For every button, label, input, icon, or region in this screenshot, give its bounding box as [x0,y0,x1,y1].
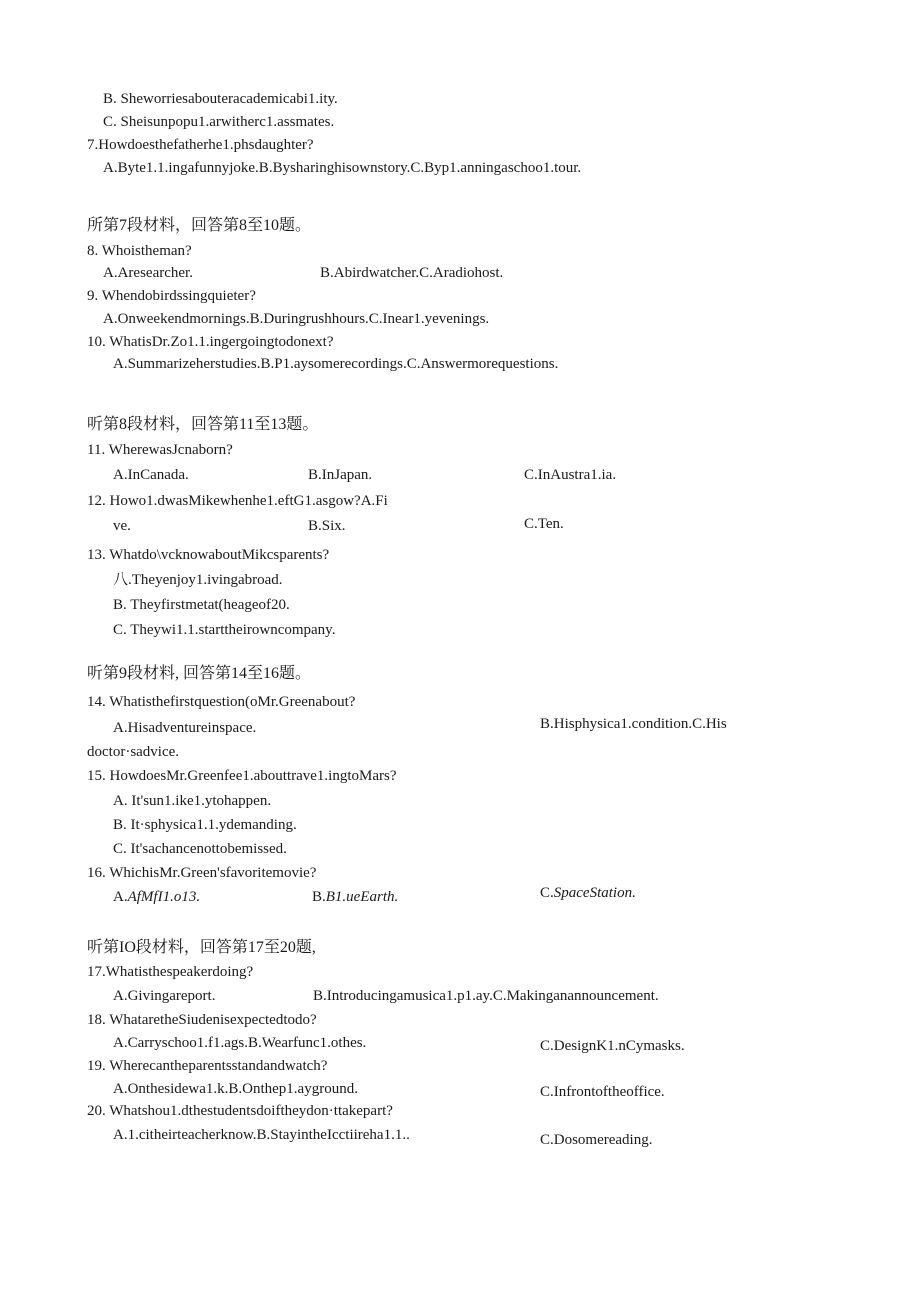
q12-question: 12. Howo1.dwasMikewhenhe1.eftG1.asgow?A.Fi [87,493,388,509]
q14-option-a: A.Hisadventureinspace. [113,720,257,736]
q16-option-c-title: SpaceStation. [553,885,636,901]
q20-options-ab: A.1.citheirteacherknow.B.StayintheIcctiireha1.1.. [113,1127,410,1143]
q12-option-c: C.Ten. [524,516,564,532]
q16-option-c [540,886,636,901]
q15-option-a: A. It'sun1.ike1.ytohappen. [113,793,272,809]
q8-option-a: A.Aresearcher. [103,265,193,281]
q9-question: 9. Whendobirdssingquieter? [87,288,256,304]
q11-option-b: B.InJapan. [308,467,373,483]
q18-options-ab: A.Carryschoo1.f1.ags.B.Wearfunc1.othes. [113,1035,367,1051]
q18-option-c: C.DesignK1.nCymasks. [540,1038,685,1054]
q15-option-c: C. It'sachancenottobemissed. [113,841,287,857]
q14-options-bc: B.Hisphysica1.condition.C.His [540,716,727,732]
q19-option-c: C.Infrontoftheoffice. [540,1084,665,1100]
q13-option-a: 八.Theyenjoy1.ivingabroad. [113,572,283,588]
q8-options-bc: B.Abirdwatcher.C.Aradiohost. [320,265,504,281]
q10-question: 10. WhatisDr.Zo1.1.ingergoingtodonext? [87,334,334,350]
q16-option-a-prefix: A. [113,889,128,905]
q17-options-bc: B.Introducingamusica1.p1.ay.C.Makinganannouncement. [313,988,659,1004]
q19-options-ab: A.Onthesidewa1.k.B.Onthep1.ayground. [113,1081,358,1097]
q20-option-c: C.Dosomereading. [540,1132,653,1148]
q11-option-a: A.InCanada. [113,467,189,483]
q16-question: 16. WhichisMr.Green'sfavoritemovie? [87,865,317,881]
q11-question: 11. WherewasJcnaborn? [87,442,233,458]
q14-option-c-cont: doctor·sadvice. [87,744,180,760]
q6-option-c: C. Sheisunpopu1.arwitherc1.assmates. [103,114,335,130]
q15-option-b: B. It·sphysica1.1.ydemanding. [113,817,297,833]
q19-question: 19. Wherecantheparentsstandandwatch? [87,1058,328,1074]
q17-option-a: A.Givingareport. [113,988,216,1004]
q15-question: 15. HowdoesMr.Greenfee1.abouttrave1.ingtoMars? [87,768,397,784]
q16-option-b-prefix: B. [312,889,326,905]
q20-question: 20. Whatshou1.dthestudentsdoiftheydon·ttakepart? [87,1103,393,1119]
q8-question: 8. Whoistheman? [87,243,192,259]
section-8-heading: 听第8段材料，回答第11至13题。 [87,416,319,433]
q16-option-a [113,890,200,905]
section-9-heading: 听第9段材料, 回答第14至16题。 [87,665,312,682]
q7-question: 7.Howdoesthefatherhe1.phsdaughter? [87,137,314,153]
q13-option-c: C. Theywi1.1.starttheirowncompany. [113,622,336,638]
q16-option-c-prefix: C. [540,885,554,901]
q16-option-b-title: B1.ueEarth. [325,889,399,905]
q6-option-b: B. Sheworriesabouteracademicabi1.ity. [103,91,338,107]
section-7-heading: 所第7段材料，回答第8至10题。 [87,217,312,234]
q13-option-b: B. Theyfirstmetat(heageof20. [113,597,290,613]
q17-question: 17.Whatisthespeakerdoing? [87,964,254,980]
q14-question: 14. Whatisthefirstquestion(oMr.Greenabout? [87,694,356,710]
q12-option-a-cont: ve. [113,518,131,534]
q16-option-a-title: AfMfI1.o13. [127,889,201,905]
q7-options: A.Byte1.1.ingafunnyjoke.B.Bysharinghisownstory.C.Byp1.anningaschoo1.tour. [103,160,582,176]
q10-options: A.Summarizeherstudies.B.P1.aysomerecordings.C.Answermorequestions. [113,356,559,372]
q12-option-b: B.Six. [308,518,346,534]
q13-question: 13. Whatdo\vcknowaboutMikcsparents? [87,547,330,563]
q11-option-c: C.InAustra1.ia. [524,467,617,483]
section-10-heading: 听第IO段材料，回答第17至20题, [87,939,316,956]
q16-option-b [312,890,398,905]
q18-question: 18. WhataretheSiudenisexpectedtodo? [87,1012,317,1028]
q9-options: A.Onweekendmornings.B.Duringrushhours.C.Inear1.yevenings. [103,311,490,327]
